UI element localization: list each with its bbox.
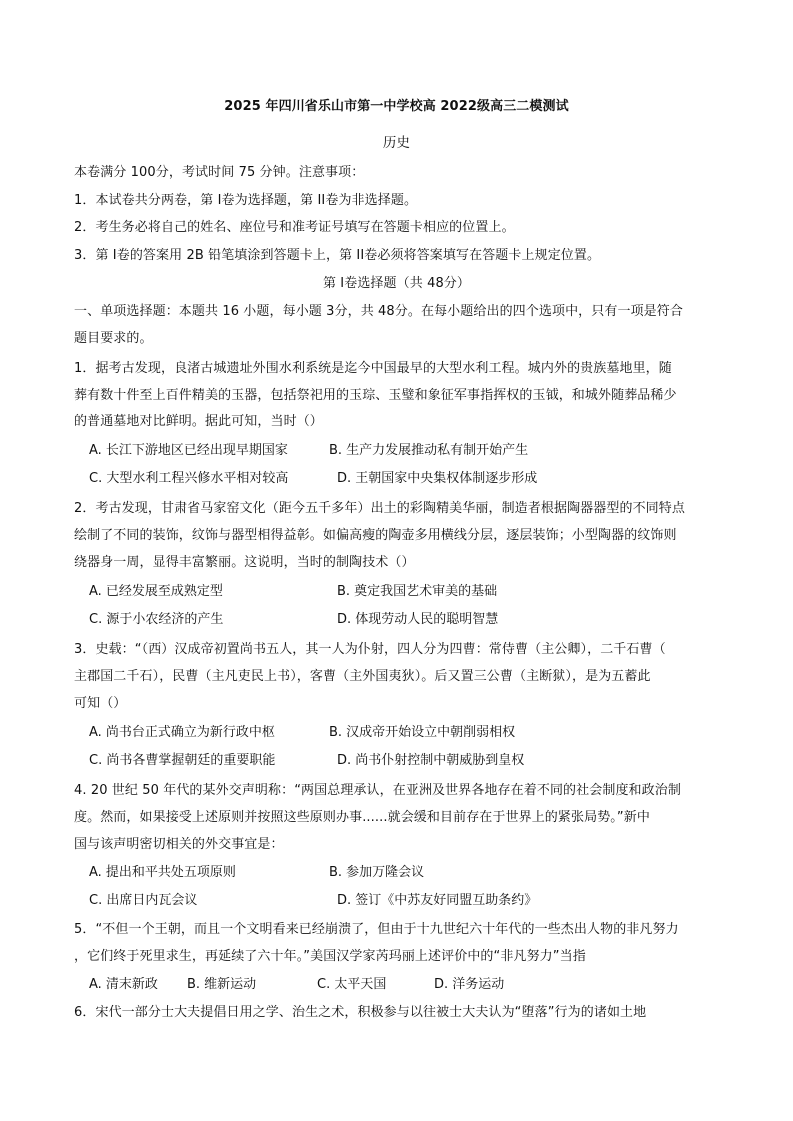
question-2-option-c[interactable]: C. 源于小农经济的产生 <box>89 612 224 627</box>
question-3-text: 3．史载：“（西）汉成帝初置尚书五人，其一人为仆射，四人分为四曹：常侍曹（主公卿），二千石曹（ <box>74 642 666 657</box>
question-1-option-d[interactable]: D. 王朝国家中央集权体制逐步形成 <box>337 471 538 486</box>
question-2-option-d[interactable]: D. 体现劳动人民的聪明智慧 <box>337 612 499 627</box>
instruction-item: 2．考生务必将自己的姓名、座位号和准考证号填写在答题卡相应的位置上。 <box>74 220 515 235</box>
question-5-text: 5．“不但一个王朝，而且一个文明看来已经崩溃了，但由于十九世纪六十年代的一些杰出人物的非凡努力 <box>74 922 679 937</box>
question-2-text: 绘制了不同的装饰，纹饰与器型相得益彰。如偏高瘦的陶壶多用横线分层，逐层装饰；小型陶器的纹饰则 <box>74 528 677 543</box>
question-2-text: 绕器身一周，显得丰富繁丽。这说明，当时的制陶技术（） <box>74 555 415 570</box>
question-5-option-d[interactable]: D. 洋务运动 <box>434 977 505 992</box>
instruction-item: 3．第 I卷的答案用 2B 铅笔填涂到答题卡上，第 II卷必须将答案填写在答题卡上规定位置。 <box>74 248 601 263</box>
question-3-text: 主郡国二千石），民曹（主凡吏民上书），客曹（主外国夷狄）。后又置三公曹（主断狱），是为五蓄此 <box>74 669 651 684</box>
question-5-option-b[interactable]: B. 维新运动 <box>187 977 257 992</box>
question-1-text: 葬有数十件至上百件精美的玉器，包括祭祀用的玉琮、玉璧和象征军事指挥权的玉钺，和城外随葬品稀少 <box>74 388 677 403</box>
question-6-text: 6．宋代一部分士大夫提倡日用之学、治生之术，积极参与以往被士大夫认为“堕落”行为的诸如土地 <box>74 1005 647 1020</box>
question-5-option-c[interactable]: C. 太平天国 <box>317 977 387 992</box>
instruction-item: 1．本试卷共分两卷，第 I卷为选择题，第 II卷为非选择题。 <box>74 193 418 208</box>
question-4-text: 度。然而，如果接受上述原则并按照这些原则办事......就会缓和目前存在于世界上的紧张局势。”新中 <box>74 810 650 825</box>
question-1-option-a[interactable]: A. 长江下游地区已经出现早期国家 <box>89 443 288 458</box>
question-3-option-b[interactable]: B. 汉成帝开始设立中朝削弱相权 <box>329 725 516 740</box>
question-1-text: 的普通墓地对比鲜明。据此可知，当时（） <box>74 414 323 429</box>
question-5-text: ，它们终于死里求生，再延续了六十年。”美国汉学家芮玛丽上述评价中的“非凡努力”当指 <box>74 949 586 964</box>
question-2-text: 2．考古发现，甘肃省马家窑文化（距今五千多年）出土的彩陶精美华丽，制造者根据陶器器型的不同特点 <box>74 501 685 516</box>
question-5-option-a[interactable]: A. 清末新政 <box>89 977 158 992</box>
question-4-option-c[interactable]: C. 出席日内瓦会议 <box>89 893 198 908</box>
question-3-option-a[interactable]: A. 尚书台正式确立为新行政中枢 <box>89 725 275 740</box>
document-title: 2025 年四川省乐山市第一中学校高 2022级高三二模测试 <box>224 99 569 114</box>
section-description: 题目要求的。 <box>74 331 153 346</box>
question-3-option-d[interactable]: D. 尚书仆射控制中朝威胁到皇权 <box>337 753 525 768</box>
question-4-option-a[interactable]: A. 提出和平共处五项原则 <box>89 865 236 880</box>
question-3-text: 可知（） <box>74 696 127 711</box>
question-4-option-d[interactable]: D. 签订《中苏友好同盟互助条约》 <box>337 893 538 908</box>
question-4-text: 4. 20 世纪 50 年代的某外交声明称：“两国总理承认，在亚洲及世界各地存在着不同的社会制度和政治制 <box>74 783 681 798</box>
question-1-text: 1．据考古发现，良渚古城遗址外围水利系统是迄今中国最早的大型水利工程。城内外的贵族墓地里，随 <box>74 361 672 376</box>
question-4-option-b[interactable]: B. 参加万隆会议 <box>329 865 425 880</box>
section-description: 一、单项选择题：本题共 16 小题，每小题 3分，共 48分。在每小题给出的四个选项中，只有一项是符合 <box>74 304 683 319</box>
instructions-intro: 本卷满分 100分，考试时间 75 分钟。注意事项： <box>74 165 365 180</box>
question-1-option-b[interactable]: B. 生产力发展推动私有制开始产生 <box>329 443 529 458</box>
question-2-option-b[interactable]: B. 奠定我国艺术审美的基础 <box>337 584 498 599</box>
question-3-option-c[interactable]: C. 尚书各曹掌握朝廷的重要职能 <box>89 753 276 768</box>
subject-title: 历史 <box>382 135 411 151</box>
section-title: 第 I卷选择题（共 48分） <box>322 276 471 291</box>
question-4-text: 国与该声明密切相关的外交事宜是： <box>74 837 284 852</box>
question-1-option-c[interactable]: C. 大型水利工程兴修水平相对较高 <box>89 471 289 486</box>
question-2-option-a[interactable]: A. 已经发展至成熟定型 <box>89 584 223 599</box>
